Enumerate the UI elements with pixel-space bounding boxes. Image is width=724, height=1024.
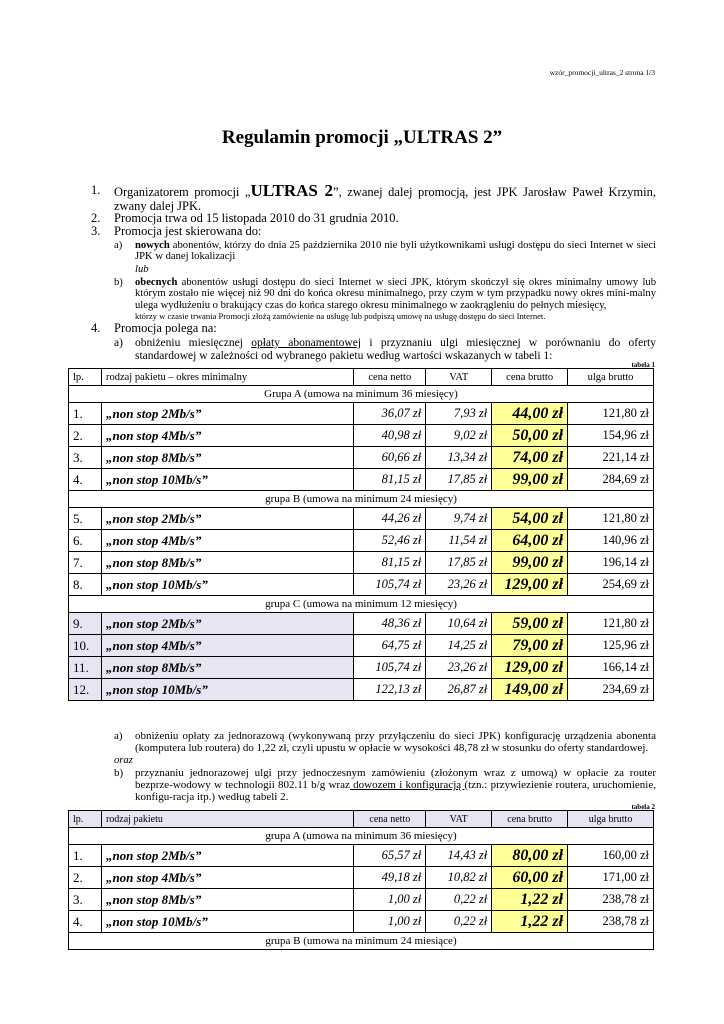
- row-number: 2.: [69, 867, 102, 889]
- group-row: [69, 596, 654, 613]
- discount: 125,96 zł: [568, 635, 654, 657]
- table-row: [69, 613, 654, 635]
- row-number: 3.: [69, 889, 102, 911]
- gross-price: 64,00 zł: [492, 530, 568, 552]
- group-row: [69, 491, 654, 508]
- row-number: 4.: [69, 469, 102, 491]
- row-number: 7.: [69, 552, 102, 574]
- group-title: grupa C (umowa na minimum 12 miesięcy): [69, 596, 654, 613]
- net-price: 60,66 zł: [354, 447, 426, 469]
- table-row: [69, 657, 654, 679]
- package-name: „non stop 4Mb/s”: [101, 867, 353, 889]
- subpoint-text: obniżeniu opłaty za jednorazową (wykonywaną przy przyłączeniu do sieci JPK) konfigurację urządzenia abonenta (komputera lub routera) do 1,22 zł, czyli upustu w opłacie w wysokości 48,78 zł w stosunku do oferty standardowej.: [135, 730, 656, 754]
- subpoint-label: a): [114, 337, 123, 349]
- table-row: [69, 469, 654, 491]
- gross-price: 59,00 zł: [492, 613, 568, 635]
- gross-price: 44,00 zł: [492, 403, 568, 425]
- row-number: 2.: [69, 425, 102, 447]
- gross-price: 1,22 zł: [492, 889, 568, 911]
- underlined-text: opłaty abonamentowej: [251, 337, 362, 349]
- group-title: Grupa A (umowa na minimum 36 miesięcy): [69, 386, 654, 403]
- header-vat: VAT: [426, 811, 492, 828]
- vat-amount: 14,25 zł: [426, 635, 492, 657]
- package-name: „non stop 10Mb/s”: [101, 679, 353, 701]
- or-text: lub: [135, 264, 149, 275]
- row-number: 6.: [69, 530, 102, 552]
- underlined-text: dowozem i konfiguracją: [349, 779, 465, 791]
- group-title: grupa B (umowa na minimum 24 miesiące): [69, 933, 654, 950]
- net-price: 44,26 zł: [354, 508, 426, 530]
- header-gross-price: cena brutto: [492, 811, 568, 828]
- subpoint-label: b): [114, 277, 123, 288]
- header-lp: lp.: [69, 811, 102, 828]
- table-header-row: [69, 811, 654, 828]
- vat-amount: 23,26 zł: [426, 574, 492, 596]
- row-number: 5.: [69, 508, 102, 530]
- gross-price: 60,00 zł: [492, 867, 568, 889]
- gross-price: 129,00 zł: [492, 657, 568, 679]
- table-row: [69, 911, 654, 933]
- table-row: [69, 635, 654, 657]
- header-gross-price: cena brutto: [492, 369, 568, 386]
- discount: 221,14 zł: [568, 447, 654, 469]
- table-row: [69, 679, 654, 701]
- point-text: Promocja jest skierowana do:: [114, 224, 262, 238]
- vat-amount: 9,02 zł: [426, 425, 492, 447]
- gross-price: 99,00 zł: [492, 469, 568, 491]
- package-name: „non stop 2Mb/s”: [101, 845, 353, 867]
- table-row: [69, 552, 654, 574]
- row-number: 10.: [69, 635, 102, 657]
- discount: 121,80 zł: [568, 403, 654, 425]
- discount: 284,69 zł: [568, 469, 654, 491]
- point-text: Promocja trwa od 15 listopada 2010 do 31 grudnia 2010.: [114, 211, 399, 225]
- discount: 121,80 zł: [568, 613, 654, 635]
- row-number: 8.: [69, 574, 102, 596]
- package-name: „non stop 4Mb/s”: [101, 425, 353, 447]
- discount: 166,14 zł: [568, 657, 654, 679]
- vat-amount: 17,85 zł: [426, 469, 492, 491]
- vat-amount: 14,43 zł: [426, 845, 492, 867]
- group-title: grupa A (umowa na minimum 36 miesięcy): [69, 828, 654, 845]
- table-row: [69, 447, 654, 469]
- vat-amount: 9,74 zł: [426, 508, 492, 530]
- header-vat: VAT: [426, 369, 492, 386]
- gross-price: 99,00 zł: [492, 552, 568, 574]
- gross-price: 1,22 zł: [492, 911, 568, 933]
- point-text: ”, zwanej dalej promocją, jest JPK Jarosław Paweł Krzymin, zwany dalej JPK.: [114, 185, 656, 213]
- gross-price: 79,00 zł: [492, 635, 568, 657]
- subpoint-text: obniżeniu miesięcznej: [135, 337, 252, 349]
- point-number: 3.: [91, 224, 101, 238]
- group-row: [69, 933, 654, 950]
- net-price: 1,00 zł: [354, 889, 426, 911]
- net-price: 122,13 zł: [354, 679, 426, 701]
- subpoint-label: a): [114, 730, 123, 742]
- table-2-label: tabela 2: [631, 803, 655, 811]
- emphasis: nowych: [135, 240, 170, 251]
- discount: 238,78 zł: [568, 889, 654, 911]
- point-number: 1.: [91, 183, 101, 197]
- package-name: „non stop 10Mb/s”: [101, 574, 353, 596]
- group-title: grupa B (umowa na minimum 24 miesięcy): [69, 491, 654, 508]
- header-package: rodzaj pakietu: [101, 811, 353, 828]
- discount: 140,96 zł: [568, 530, 654, 552]
- discount: 171,00 zł: [568, 867, 654, 889]
- net-price: 105,74 zł: [354, 657, 426, 679]
- header-net-price: cena netto: [354, 369, 426, 386]
- gross-price: 149,00 zł: [492, 679, 568, 701]
- vat-amount: 13,34 zł: [426, 447, 492, 469]
- header-package: rodzaj pakietu – okres minimalny: [101, 369, 353, 386]
- point-number: 4.: [91, 321, 101, 335]
- and-text: oraz: [114, 755, 133, 766]
- package-name: „non stop 2Mb/s”: [101, 508, 353, 530]
- gross-price: 50,00 zł: [492, 425, 568, 447]
- row-number: 3.: [69, 447, 102, 469]
- table-row: [69, 425, 654, 447]
- header-lp: lp.: [69, 369, 102, 386]
- vat-amount: 7,93 zł: [426, 403, 492, 425]
- page-title: Regulamin promocji „ULTRAS 2”: [221, 127, 503, 148]
- subpoint-small-text: którzy w czasie trwania Promocji złożą zamówienie na usługę lub podpiszą umowę na usługę dostępu do sieci Internet.: [135, 311, 546, 322]
- header-discount: ulga brutto: [568, 369, 654, 386]
- net-price: 36,07 zł: [354, 403, 426, 425]
- point-text: Organizatorem promocji „: [114, 185, 251, 199]
- header-discount: ulga brutto: [568, 811, 654, 828]
- row-number: 9.: [69, 613, 102, 635]
- table-row: [69, 574, 654, 596]
- subpoint-label: a): [114, 240, 123, 251]
- subpoint-text: przyznaniu jednorazowej ulgi przy jednoczesnym zamówieniu (złożonym wraz z umową) w opłacie za router bezprze-wodowy w technologii 802.11 b/g wraz: [135, 767, 656, 791]
- net-price: 81,15 zł: [354, 552, 426, 574]
- package-name: „non stop 8Mb/s”: [101, 447, 353, 469]
- package-name: „non stop 4Mb/s”: [101, 635, 353, 657]
- vat-amount: 23,26 zł: [426, 657, 492, 679]
- gross-price: 74,00 zł: [492, 447, 568, 469]
- table-row: [69, 889, 654, 911]
- discount: 254,69 zł: [568, 574, 654, 596]
- package-name: „non stop 8Mb/s”: [101, 657, 353, 679]
- table-row: [69, 508, 654, 530]
- discount: 154,96 zł: [568, 425, 654, 447]
- row-number: 4.: [69, 911, 102, 933]
- subpoint-text: i przyznaniu ulgi miesięcznej w porównaniu do oferty standardowej w zależności od wybranego pakietu według wartości wskazanych w tabeli 1:: [135, 337, 656, 362]
- package-name: „non stop 4Mb/s”: [101, 530, 353, 552]
- subpoint-text: abonentów usługi dostępu do sieci Internet w sieci JPK, którym skończył się okres minimalny umowy lub którym zostało nie więcej niż 90 dni do końca okresu minimalnego, przy czym w tym przypadku nowy okres mini-malny ulega wydłużeniu o brakujący czas do końca starego okresu minimalnego w zaokrągleniu do pełnych miesięcy,: [135, 277, 656, 311]
- net-price: 40,98 zł: [354, 425, 426, 447]
- discount: 238,78 zł: [568, 911, 654, 933]
- vat-amount: 17,85 zł: [426, 552, 492, 574]
- table-row: [69, 867, 654, 889]
- brand-name: ULTRAS 2: [250, 181, 334, 200]
- row-number: 1.: [69, 845, 102, 867]
- price-table-2: [68, 810, 654, 950]
- row-number: 11.: [69, 657, 102, 679]
- emphasis: obecnych: [135, 277, 178, 288]
- table-1-label: tabela 1: [631, 361, 655, 369]
- discount: 196,14 zł: [568, 552, 654, 574]
- package-name: „non stop 2Mb/s”: [101, 613, 353, 635]
- vat-amount: 10,64 zł: [426, 613, 492, 635]
- price-table-1: [68, 368, 654, 701]
- table-row: [69, 403, 654, 425]
- discount: 121,80 zł: [568, 508, 654, 530]
- discount: 234,69 zł: [568, 679, 654, 701]
- subpoint-label: b): [114, 767, 124, 779]
- package-name: „non stop 10Mb/s”: [101, 469, 353, 491]
- net-price: 105,74 zł: [354, 574, 426, 596]
- page-reference: wzór_promocji_ultras_2 strona 1/3: [549, 68, 655, 77]
- table-row: [69, 530, 654, 552]
- vat-amount: 0,22 zł: [426, 911, 492, 933]
- point-number: 2.: [91, 211, 101, 225]
- vat-amount: 0,22 zł: [426, 889, 492, 911]
- package-name: „non stop 2Mb/s”: [101, 403, 353, 425]
- point-text: Promocja polega na:: [114, 321, 217, 335]
- group-row: [69, 386, 654, 403]
- net-price: 49,18 zł: [354, 867, 426, 889]
- net-price: 65,57 zł: [354, 845, 426, 867]
- subpoint-text: abonentów, którzy do dnia 25 października 2010 nie byli użytkownikami usługi dostępu do sieci Internet w sieci JPK w danej lokalizacji: [135, 240, 656, 263]
- gross-price: 129,00 zł: [492, 574, 568, 596]
- net-price: 52,46 zł: [354, 530, 426, 552]
- vat-amount: 10,82 zł: [426, 867, 492, 889]
- net-price: 48,36 zł: [354, 613, 426, 635]
- discount: 160,00 zł: [568, 845, 654, 867]
- package-name: „non stop 10Mb/s”: [101, 911, 353, 933]
- package-name: „non stop 8Mb/s”: [101, 552, 353, 574]
- subpoint-text: (tzn.: przywiezienie routera, uruchomienie, konfigu-racja itp.) według tabeli 2.: [135, 779, 656, 803]
- row-number: 12.: [69, 679, 102, 701]
- net-price: 81,15 zł: [354, 469, 426, 491]
- package-name: „non stop 8Mb/s”: [101, 889, 353, 911]
- vat-amount: 11,54 zł: [426, 530, 492, 552]
- vat-amount: 26,87 zł: [426, 679, 492, 701]
- header-net-price: cena netto: [354, 811, 426, 828]
- net-price: 64,75 zł: [354, 635, 426, 657]
- row-number: 1.: [69, 403, 102, 425]
- group-row: [69, 828, 654, 845]
- gross-price: 80,00 zł: [492, 845, 568, 867]
- table-header-row: [69, 369, 654, 386]
- gross-price: 54,00 zł: [492, 508, 568, 530]
- table-row: [69, 845, 654, 867]
- net-price: 1,00 zł: [354, 911, 426, 933]
